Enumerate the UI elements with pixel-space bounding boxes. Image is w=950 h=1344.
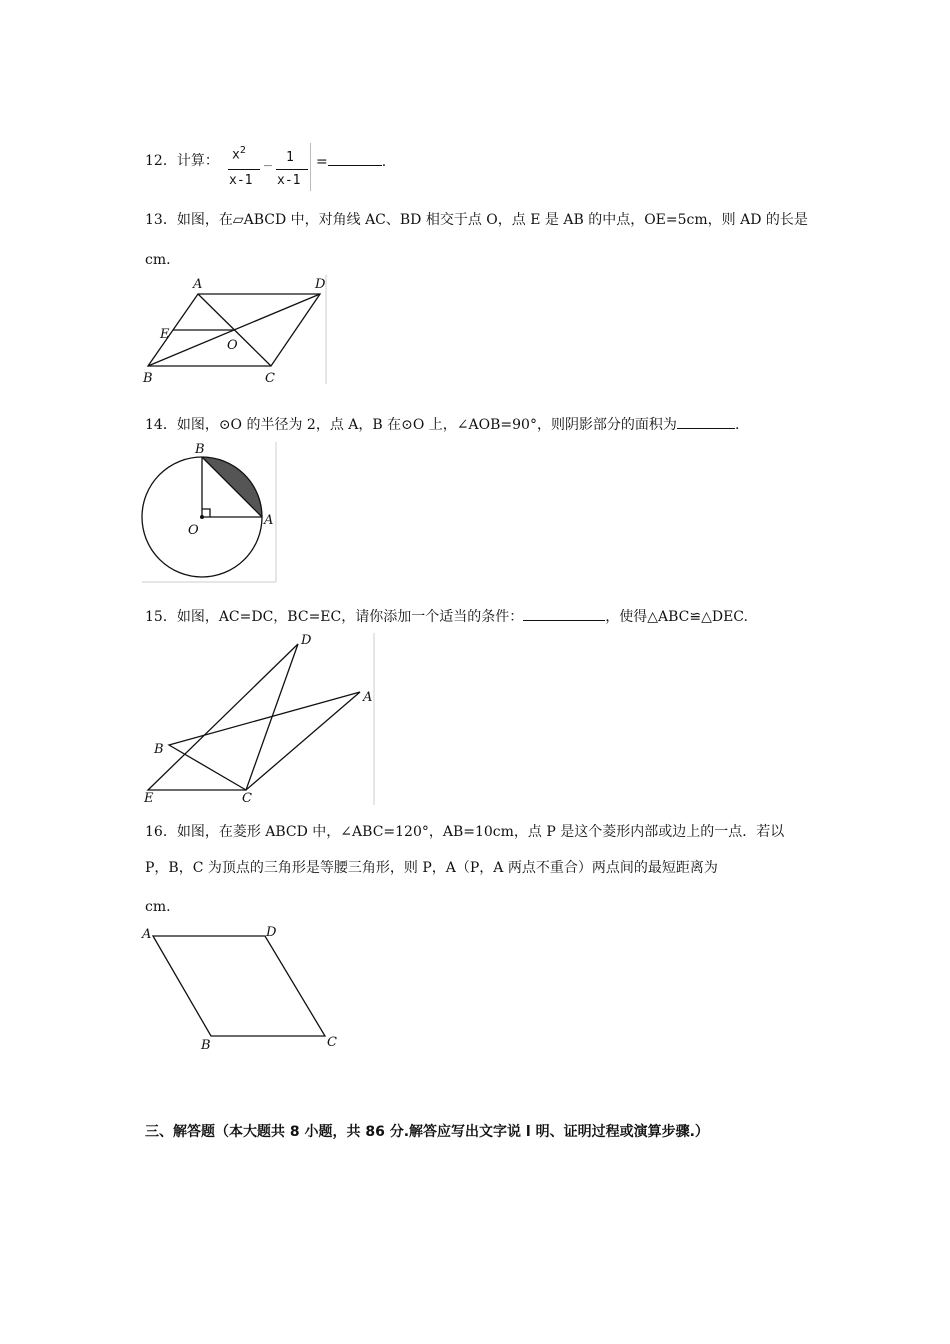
- q12-prefix: 12．计算：: [145, 153, 219, 169]
- q16-label-b: B: [201, 1038, 211, 1053]
- q12-frac1-bar: [228, 169, 260, 170]
- q14-label-b: B: [195, 442, 205, 457]
- q12-minus: _: [264, 152, 272, 167]
- q16-text-line1: 16．如图，在菱形 ABCD 中，∠ABC=120°，AB=10cm，点 P 是这个菱形内部或边上的一点．若以: [145, 824, 785, 840]
- section3-heading: 三、解答题（本大题共 8 小题，共 86 分.解答应写出文字说 l 明、证明过程或演算步骤.）: [145, 1124, 709, 1140]
- q12-exponent: 2: [239, 145, 246, 156]
- q12-frac2-bar: [276, 169, 308, 170]
- q13-text-line2: cm.: [145, 252, 171, 268]
- q13-label-e: E: [160, 327, 170, 342]
- q16-text-line3: cm.: [145, 899, 171, 915]
- q12-frac1-denominator: x-1: [229, 173, 253, 188]
- q14-label-o: O: [188, 523, 199, 538]
- q13-parallelogram-figure: [140, 272, 330, 387]
- q15-label-b: B: [154, 742, 164, 757]
- q14-answer-blank: [677, 414, 735, 429]
- q15-label-d: D: [301, 633, 312, 648]
- q14-circle-figure: [140, 440, 280, 584]
- q12-frac2-numerator: 1: [286, 150, 294, 165]
- q15-triangle-dec: [148, 644, 298, 790]
- q14-label-a: A: [264, 513, 274, 528]
- q16-rhombus: [153, 936, 325, 1036]
- q13-text-line1: 13．如图，在▱ABCD 中，对角线 AC、BD 相交于点 O，点 E 是 AB 的中点，OE=5cm，则 AD 的长是: [145, 212, 808, 228]
- q15-triangles-figure: [140, 630, 380, 806]
- q15-label-e: E: [144, 791, 154, 806]
- q16-text-line2: P，B，C 为顶点的三角形是等腰三角形，则 P，A（P，A 两点不重合）两点间的最短距离为: [145, 860, 718, 876]
- q16-label-c: C: [327, 1035, 337, 1050]
- q15-label-a: A: [363, 690, 373, 705]
- q16-label-a: A: [142, 927, 152, 942]
- q13-label-d: D: [315, 277, 326, 292]
- q14-text: 14．如图，⊙O 的半径为 2，点 A，B 在⊙O 上，∠AOB=90°，则阴影部分的面积为 .: [145, 414, 739, 435]
- q12-divider: [310, 143, 311, 191]
- q12-frac1-numerator: $x^2$: [232, 145, 246, 163]
- q16-rhombus-figure: [140, 920, 345, 1055]
- q15-label-c: C: [242, 791, 252, 806]
- q15-text: 15．如图，AC=DC，BC=EC，请你添加一个适当的条件： ，使得△ABC≌△DEC.: [145, 606, 748, 627]
- q13-label-c: C: [265, 371, 275, 386]
- q16-label-d: D: [266, 925, 277, 940]
- q12-answer: = .: [316, 151, 386, 172]
- q13-label-b: B: [143, 371, 153, 386]
- q12-frac2-denominator: x-1: [277, 173, 301, 188]
- q15-answer-blank: [523, 606, 605, 621]
- q13-label-o: O: [227, 338, 238, 353]
- q13-label-a: A: [193, 277, 203, 292]
- q12-answer-blank: [328, 151, 382, 166]
- q14-center-point: [200, 515, 204, 519]
